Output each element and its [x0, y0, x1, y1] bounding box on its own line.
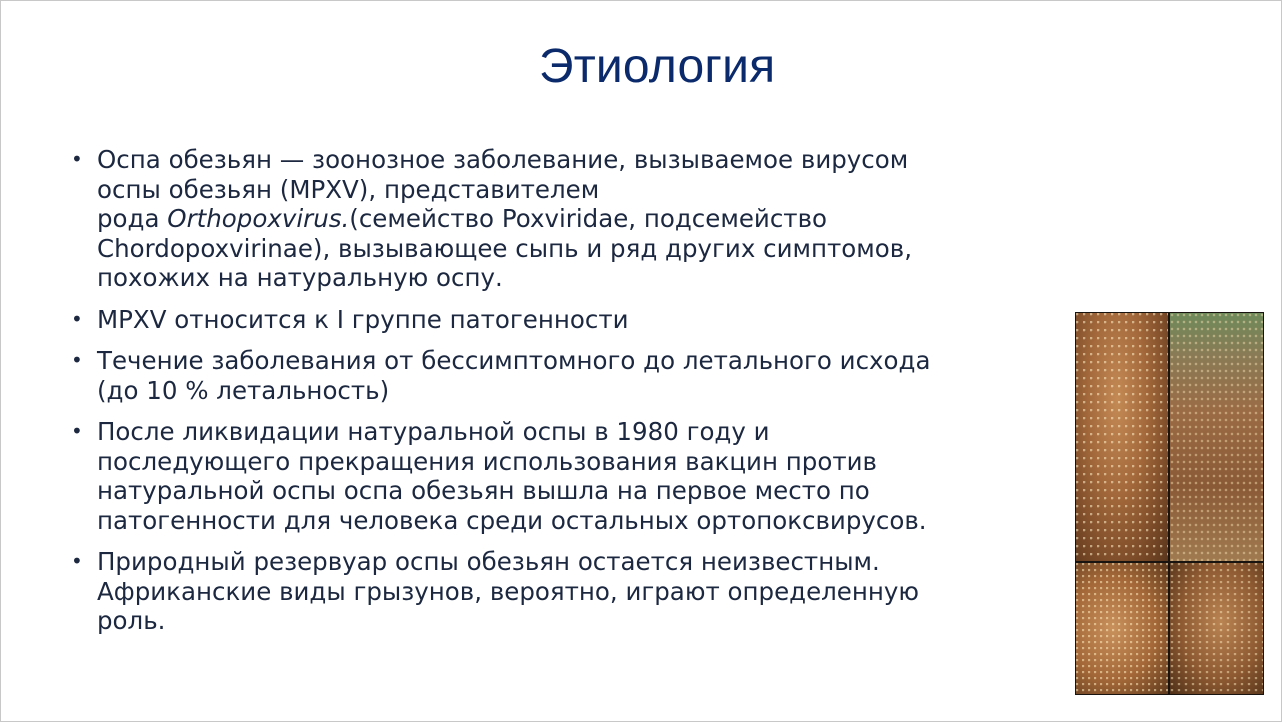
bullet-line: Оспа обезьян — зоонозное заболевание, вызываемое вирусом: [97, 145, 909, 174]
bullet-dot-icon: •: [71, 549, 83, 573]
patient-photo-collage: [1075, 312, 1264, 695]
bullet-line: После ликвидации натуральной оспы в 1980 году и: [97, 417, 770, 446]
bullet-line: патогенности для человека среди остальных ортопоксвирусов.: [97, 505, 927, 535]
bullet-dot-icon: •: [71, 306, 83, 331]
family-text: (семейство Poxviridae, подсемейство: [349, 204, 827, 233]
bullet-dot-icon: •: [71, 147, 83, 171]
photo-panel-child-back: [1170, 313, 1263, 561]
bullet-item: [71, 346, 1061, 405]
bullet-line: роль.: [97, 606, 166, 635]
bullet-list: [71, 145, 1061, 636]
bullet-line: Природный резервуар оспы обезьян остается неизвестным.: [97, 547, 880, 576]
photo-divider: [1076, 561, 1263, 563]
photo-panel-legs: [1076, 563, 1168, 694]
bullet-line: оспы обезьян (MPXV), представителем: [97, 174, 600, 204]
photo-divider: [1168, 313, 1170, 694]
genus-prefix: рода: [97, 204, 168, 233]
bullet-dot-icon: •: [71, 348, 83, 372]
bullet-line: Африканские виды грызунов, вероятно, играют определенную: [97, 576, 920, 606]
bullet-item: [71, 305, 1061, 335]
bullet-dot-icon: •: [71, 419, 83, 443]
slide-title: Этиология: [539, 40, 776, 93]
bullet-item: [71, 145, 1061, 293]
bullet-line: последующего прекращения использования вакцин против: [97, 446, 877, 476]
photo-panel-hands: [1170, 563, 1263, 694]
bullet-line: (до 10 % летальность): [97, 375, 390, 405]
bullet-item: [71, 547, 1061, 636]
bullet-line: натуральной оспы оспа обезьян вышла на первое место по: [97, 476, 870, 505]
genus-name: Orthopoxvirus.: [167, 204, 350, 233]
bullet-line: похожих на натуральную оспу.: [97, 263, 503, 292]
bullet-line: [97, 204, 1061, 234]
bullet-line: MPXV относится к I группе патогенности: [97, 304, 629, 334]
photo-panel-child-front: [1076, 313, 1168, 561]
bullet-line: Chordopoxvirinae), вызывающее сыпь и ряд других симптомов,: [97, 233, 912, 263]
bullet-item: [71, 417, 1061, 535]
bullet-line: Течение заболевания от бессимптомного до летального исхода: [97, 346, 931, 375]
